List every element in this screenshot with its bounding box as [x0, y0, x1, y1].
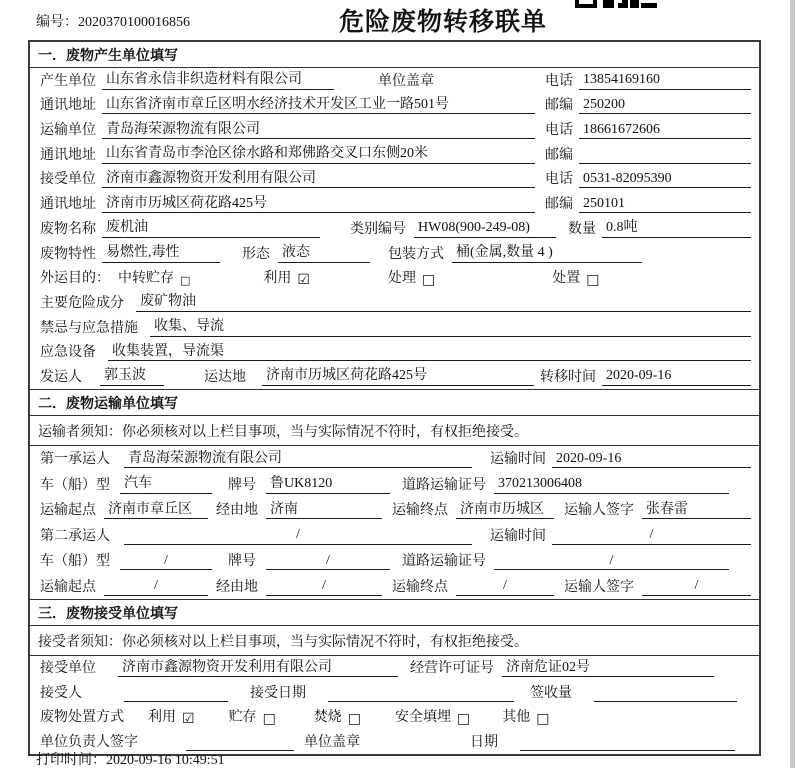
- main-hazard-label: 主要危险成分: [40, 295, 124, 311]
- disposal-landfill-label: 安全填埋: [395, 710, 452, 726]
- purpose-transfer-storage-label: 中转贮存: [118, 271, 174, 287]
- receiver-person-value: [124, 684, 228, 702]
- page-edge-strip: [790, 0, 795, 768]
- business-license-label: 经营许可证号: [410, 661, 494, 677]
- business-license-value: 济南危证02号: [502, 659, 714, 678]
- received-quantity-value: [594, 684, 737, 702]
- vehicle-type-label: 车（船）型: [40, 554, 110, 570]
- destination-label: 运达地: [204, 369, 246, 385]
- row-receiver-person: [30, 680, 759, 705]
- transporter-notice: 运输者须知：你必须核对以上栏目事项，当与实际情况不符时，有权拒绝接受。: [30, 416, 759, 446]
- quantity-value: 0.8吨: [602, 219, 751, 238]
- destination-value: 济南市历城区荷花路425号: [262, 367, 534, 386]
- route-end-label: 运输终点: [392, 503, 448, 519]
- receiver-phone-value: 0531-82095390: [579, 170, 751, 189]
- purpose-dispose-checkbox: □: [586, 272, 600, 289]
- second-end-value: /: [456, 577, 554, 596]
- disposal-landfill-checkbox: □: [457, 711, 471, 728]
- receiver-person-label: 接受人: [40, 685, 82, 701]
- row-receiving-unit: [30, 656, 759, 681]
- route-via-label: 经由地: [216, 579, 258, 595]
- consignor-value: 郭玉波: [100, 367, 164, 386]
- row-contraindication: [30, 315, 759, 340]
- second-carrier-signature-value: /: [642, 577, 751, 596]
- disposal-other-checkbox: □: [536, 711, 550, 728]
- phone-label: 电话: [545, 73, 573, 89]
- print-time: [36, 749, 225, 769]
- plate-number-label: 牌号: [228, 554, 256, 570]
- manifest-form: [28, 40, 761, 756]
- first-road-permit-value: 370213006408: [494, 475, 729, 494]
- row-receiver-address: [30, 191, 759, 216]
- transporter-unit-value: 青岛海荣源物流有限公司: [102, 121, 535, 140]
- first-via-value: 济南: [266, 501, 382, 520]
- first-origin-value: 济南市章丘区: [104, 501, 208, 520]
- row-first-route: [30, 497, 759, 523]
- row-receiver-unit: [30, 167, 759, 192]
- quantity-label: 数量: [568, 221, 596, 237]
- section-receiver-heading: 三．废物接受单位填写: [30, 599, 759, 626]
- first-plate-number-value: 鲁UK8120: [266, 475, 390, 494]
- first-vehicle-type-value: 汽车: [120, 475, 212, 494]
- route-origin-label: 运输起点: [40, 503, 96, 519]
- generator-postcode-value: 250200: [579, 96, 751, 115]
- purpose-transfer-storage-checkbox: □: [180, 274, 191, 288]
- doc-number-value: 2020370100016856: [78, 15, 190, 30]
- consignor-label: 发运人: [40, 369, 82, 385]
- receiver-unit-value: 济南市鑫源物资开发利用有限公司: [102, 170, 535, 189]
- row-second-vehicle: [30, 548, 759, 574]
- print-time-value: 2020-09-16 10:49:51: [106, 753, 225, 768]
- first-carrier-value: 青岛海荣源物流有限公司: [124, 450, 472, 469]
- transporter-unit-label: 运输单位: [40, 123, 96, 139]
- purpose-use-label: 利用: [263, 271, 292, 287]
- page-title: 危险废物转移联单: [338, 8, 547, 36]
- disposal-storage-label: 贮存: [228, 710, 257, 726]
- route-origin-label: 运输起点: [40, 579, 96, 595]
- route-via-label: 经由地: [216, 503, 258, 519]
- generator-unit-value: 山东省永信非织造材料有限公司: [102, 71, 334, 90]
- first-carrier-signature-value: 张春雷: [642, 501, 751, 520]
- row-first-vehicle: [30, 471, 759, 497]
- second-vehicle-type-value: /: [120, 552, 212, 571]
- transport-time-label: 运输时间: [490, 452, 546, 468]
- disposal-incinerate-checkbox: □: [347, 711, 362, 728]
- row-waste-name: [30, 216, 759, 241]
- disposal-incinerate-label: 焚烧: [313, 710, 342, 726]
- second-via-value: /: [266, 577, 382, 596]
- disposal-other-label: 其他: [502, 710, 531, 726]
- generator-address-value: 山东省济南市章丘区明水经济技术开发区工业一路501号: [102, 96, 535, 115]
- postcode-label: 邮编: [545, 147, 573, 163]
- transfer-time-label: 转移时间: [540, 369, 596, 385]
- row-second-route: [30, 573, 759, 599]
- receiver-address-value: 济南市历城区荷花路425号: [102, 195, 535, 214]
- generator-unit-label: 产生单位: [40, 73, 96, 89]
- row-transporter-unit: [30, 117, 759, 142]
- contraindication-value: 收集、导流: [150, 318, 751, 337]
- row-main-hazard: [30, 290, 759, 315]
- second-carrier-label: 第二承运人: [40, 528, 110, 544]
- row-consignor: [30, 364, 759, 389]
- address-label: 通讯地址: [40, 197, 96, 213]
- postcode-label: 邮编: [545, 98, 573, 114]
- receive-date-value: [328, 684, 514, 702]
- section-receiver: [30, 599, 759, 754]
- phone-label: 电话: [545, 123, 573, 139]
- row-second-carrier: [30, 522, 759, 548]
- section-generator-heading: 一．废物产生单位填写: [30, 42, 759, 68]
- received-quantity-label: 签收量: [530, 685, 572, 701]
- carrier-signature-label: 运输人签字: [564, 579, 634, 595]
- row-generator-unit: [30, 68, 759, 93]
- second-road-permit-value: /: [494, 552, 729, 571]
- transporter-address-value: 山东省青岛市李沧区徐水路和郑佛路交叉口东侧20米: [102, 145, 535, 164]
- route-end-label: 运输终点: [392, 579, 448, 595]
- first-transport-time-value: 2020-09-16: [552, 450, 751, 469]
- receiver-unit-label: 接受单位: [40, 172, 96, 188]
- purpose-treat-checkbox: □: [421, 272, 436, 289]
- receiver-date-value: [520, 733, 735, 751]
- waste-name-value: 废机油: [102, 219, 320, 238]
- receive-date-label: 接受日期: [250, 685, 306, 701]
- disposal-storage-checkbox: □: [262, 711, 276, 728]
- unit-seal-label: 单位盖章: [304, 734, 360, 750]
- section-generator: [30, 42, 759, 389]
- category-code-label: 类别编号: [350, 221, 406, 237]
- emergency-equipment-label: 应急设备: [40, 345, 96, 361]
- packaging-value: 桶(金属,数量 4 ): [452, 244, 642, 263]
- form-state-label: 形态: [242, 246, 270, 262]
- receiver-notice: 接受者须知：你必须核对以上栏目事项，当与实际情况不符时，有权拒绝接受。: [30, 626, 759, 656]
- row-waste-property: [30, 241, 759, 266]
- road-permit-label: 道路运输证号: [402, 477, 486, 493]
- second-origin-value: /: [104, 577, 208, 596]
- row-generator-address: [30, 93, 759, 118]
- plate-number-label: 牌号: [228, 477, 256, 493]
- main-hazard-value: 废矿物油: [136, 293, 751, 312]
- waste-name-label: 废物名称: [40, 221, 96, 237]
- packaging-label: 包装方式: [388, 246, 444, 262]
- doc-number-label: 编号：: [36, 15, 78, 30]
- receiving-unit-label: 接受单位: [40, 661, 96, 677]
- category-code-value: HW08(900-249-08): [414, 219, 556, 238]
- road-permit-label: 道路运输证号: [402, 554, 486, 570]
- carrier-signature-label: 运输人签字: [564, 503, 634, 519]
- section-transporter-heading: 二．废物运输单位填写: [30, 389, 759, 416]
- unit-seal-label: 单位盖章: [378, 73, 434, 89]
- emergency-equipment-value: 收集装置，导流渠: [108, 343, 751, 362]
- purpose-dispose-label: 处置: [552, 271, 581, 287]
- print-time-label: 打印时间：: [36, 753, 106, 768]
- waste-property-label: 废物特性: [40, 246, 96, 262]
- date-label: 日期: [470, 734, 498, 750]
- transporter-phone-value: 18661672606: [579, 121, 751, 140]
- form-state-value: 液态: [278, 244, 370, 263]
- second-plate-number-value: /: [266, 552, 390, 571]
- disposal-method-label: 废物处置方式: [40, 710, 124, 726]
- disposal-use-label: 利用: [148, 710, 176, 726]
- receiver-postcode-value: 250101: [579, 195, 751, 214]
- first-end-value: 济南市历城区: [456, 501, 554, 520]
- waste-property-value: 易燃性,毒性: [102, 244, 220, 263]
- contraindication-label: 禁忌与应急措施: [40, 320, 138, 336]
- row-first-carrier: [30, 446, 759, 472]
- transporter-postcode-value: [579, 146, 751, 164]
- responsible-signature-label: 单位负责人签字: [40, 734, 138, 750]
- address-label: 通讯地址: [40, 147, 96, 163]
- section-transporter: [30, 389, 759, 599]
- address-label: 通讯地址: [40, 98, 96, 114]
- purpose-use-checkbox: ☑: [297, 272, 310, 289]
- second-carrier-value: /: [124, 526, 472, 545]
- row-disposal-method: [30, 705, 759, 730]
- phone-label: 电话: [545, 172, 573, 188]
- second-transport-time-value: /: [552, 526, 751, 545]
- shipping-purpose-label: 外运目的：: [40, 271, 110, 287]
- postcode-label: 邮编: [545, 197, 573, 213]
- transport-time-label: 运输时间: [490, 528, 546, 544]
- row-shipping-purpose: [30, 266, 759, 291]
- generator-phone-value: 13854169160: [579, 71, 751, 90]
- row-emergency-equipment: [30, 340, 759, 365]
- transfer-time-value: 2020-09-16: [602, 367, 751, 386]
- disposal-use-checkbox: ☑: [182, 711, 195, 728]
- vehicle-type-label: 车（船）型: [40, 477, 110, 493]
- first-carrier-label: 第一承运人: [40, 452, 110, 468]
- receiving-unit-value: 济南市鑫源物资开发利用有限公司: [118, 659, 398, 678]
- document-header: [0, 0, 796, 40]
- purpose-treat-label: 处理: [387, 271, 416, 287]
- row-transporter-address: [30, 142, 759, 167]
